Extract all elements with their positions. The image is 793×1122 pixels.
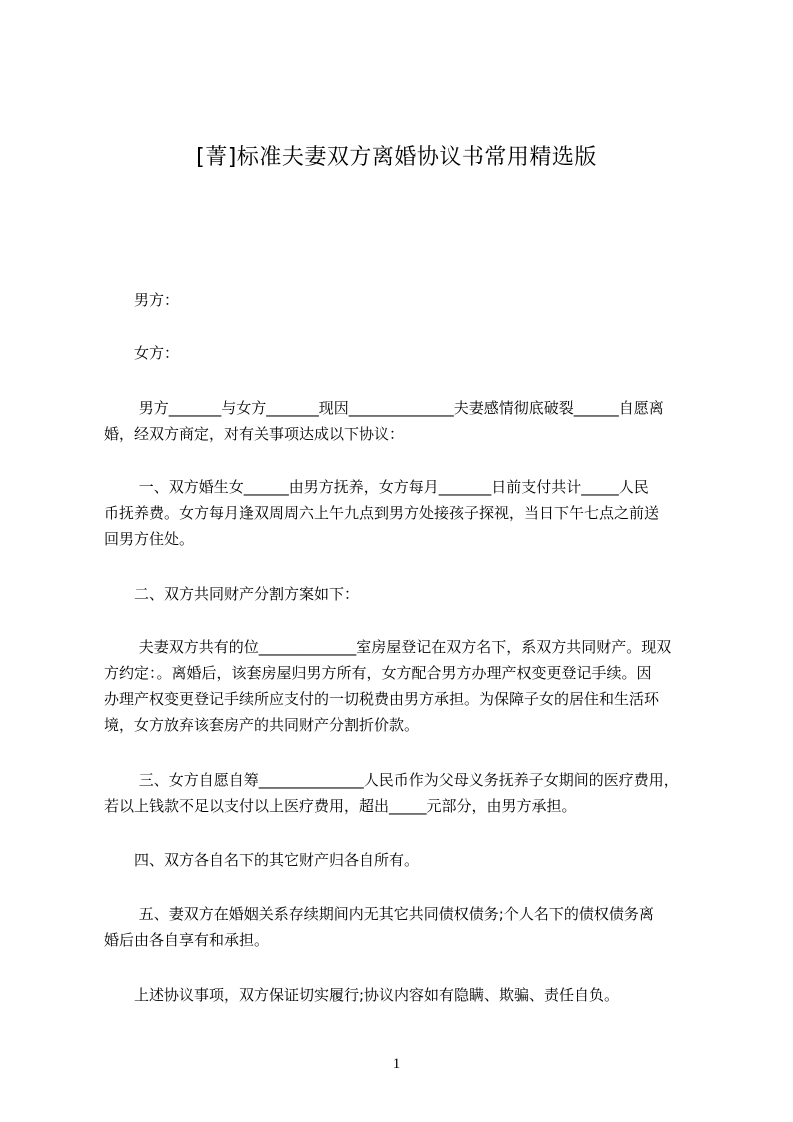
clause-4-paragraph	[104, 847, 704, 873]
page-title: [菁]标准夫妻双方离婚协议书常用精选版	[196, 145, 597, 170]
paragraph-line: 五、妻双方在婚姻关系存续期间内无其它共同债权债务;个人名下的债权债务离	[104, 905, 654, 923]
paragraph-line: 男方：	[104, 291, 180, 309]
paragraph-line: 二、双方共同财产分割方案如下：	[104, 585, 360, 603]
paragraph-line: 一、双方婚生女______由男方抚养，女方每月_______日前支付共计_____人民	[104, 478, 649, 496]
clause-2-heading	[104, 581, 704, 607]
paragraph-line: 夫妻双方共有的位_____________室房屋登记在双方名下，系双方共同财产。现双	[104, 638, 672, 656]
wife-line	[104, 340, 704, 366]
paragraph-line: 三、女方自愿自筹______________人民币作为父母义务抚养子女期间的医疗费用，	[104, 771, 679, 789]
paragraph-line: 上述协议事项，双方保证切实履行;协议内容如有隐瞒、欺骗、责任自负。	[104, 986, 620, 1004]
paragraph-line: 方约定：。离婚后，该套房屋归男方所有，女方配合男方办理产权变更登记手续。因	[104, 664, 652, 682]
paragraph-line: 婚后由各自享有和承担。	[104, 931, 270, 949]
paragraph-line: 男方_______与女方_______现因______________夫妻感情彻底破裂______自愿离	[104, 399, 664, 417]
intro-paragraph	[104, 395, 704, 447]
page-number: 1	[392, 1056, 401, 1072]
paragraph-line: 回男方住处。	[104, 530, 195, 548]
clause-1-paragraph	[104, 474, 704, 552]
husband-line	[104, 287, 704, 313]
paragraph-line: 币抚养费。女方每月逢双周周六上午九点到男方处接孩子探视，当日下午七点之前送	[104, 504, 660, 522]
paragraph-line: 办理产权变更登记手续所应支付的一切税费由男方承担。为保障子女的居住和生活环	[104, 690, 660, 708]
paragraph-line: 婚，经双方商定，对有关事项达成以下协议：	[104, 425, 405, 443]
paragraph-line: 境，女方放弃该套房产的共同财产分割折价款。	[104, 716, 420, 734]
clause-2-paragraph	[104, 634, 704, 738]
clause-3-paragraph	[104, 767, 704, 819]
paragraph-line: 四、双方各自名下的其它财产归各自所有。	[104, 851, 420, 869]
paragraph-line: 女方：	[104, 344, 180, 362]
closing-paragraph	[104, 982, 704, 1008]
clause-5-paragraph	[104, 901, 704, 953]
paragraph-line: 若以上钱款不足以支付以上医疗费用，超出_____元部分，由男方承担。	[104, 797, 577, 815]
